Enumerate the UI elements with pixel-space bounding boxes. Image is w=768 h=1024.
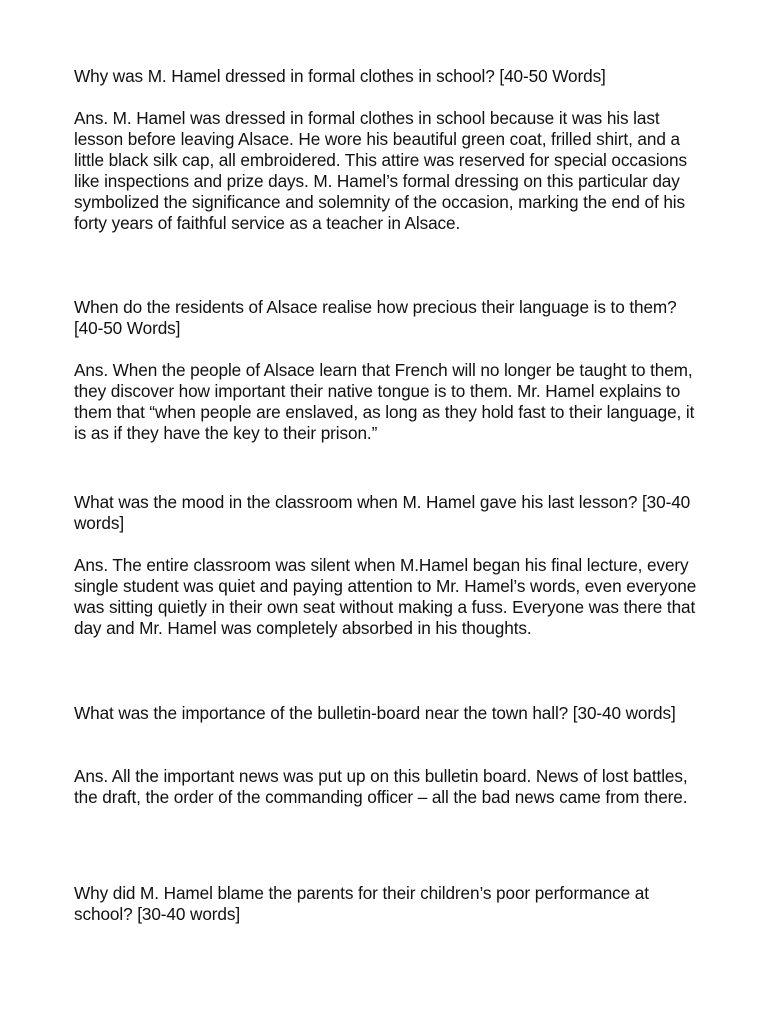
answer-3: Ans. The entire classroom was silent when M.Hamel began his final lecture, every single student was quiet and paying attention to Mr. Hamel’s words, even everyone was sitting quietly in their own seat without making a fuss. Everyone was there that day and Mr. Hamel was completely absorbed in his thoughts.	[74, 555, 697, 638]
answer-1: Ans. M. Hamel was dressed in formal clothes in school because it was his last lesson before leaving Alsace. He wore his beautiful green coat, frilled shirt, and a little black silk cap, all embroidered. This attire was reserved for special occasions like inspections and prize days. M. Hamel’s formal dressing on this particular day symbolized the significance and solemnity of the occasion, marking the end of his forty years of faithful service as a teacher in Alsace.	[74, 108, 687, 233]
question-4: What was the importance of the bulletin-board near the town hall? [30-40 words]	[74, 703, 676, 723]
answer-4: Ans. All the important news was put up on this bulletin board. News of lost battles, the draft, the order of the commanding officer – all the bad news came from there.	[74, 766, 688, 807]
question-3: What was the mood in the classroom when M. Hamel gave his last lesson? [30-40 words]	[74, 492, 691, 533]
question-1: Why was M. Hamel dressed in formal clothes in school? [40-50 Words]	[74, 66, 606, 86]
question-2: When do the residents of Alsace realise how precious their language is to them? [40-50 Words]	[74, 297, 677, 338]
answer-2: Ans. When the people of Alsace learn that French will no longer be taught to them, they discover how important their native tongue is to them. Mr. Hamel explains to them that “when people are enslaved, as long as they hold fast to their language, it is as if they have the key to their prison.”	[74, 360, 695, 443]
question-5: Why did M. Hamel blame the parents for their children’s poor performance at school? [30-40 words]	[74, 883, 649, 924]
